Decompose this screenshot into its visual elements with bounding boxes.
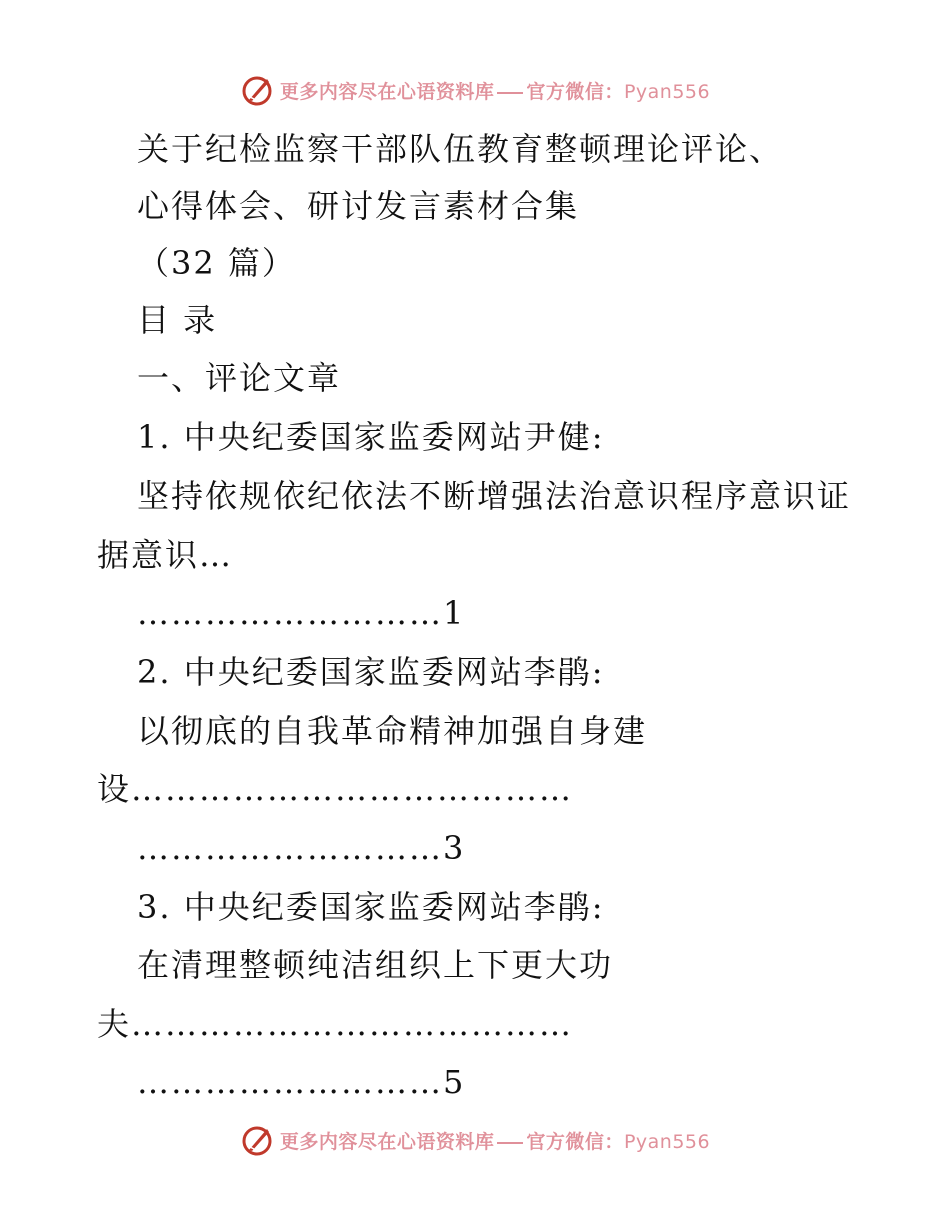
quill-circle-icon <box>240 73 274 107</box>
article-count: （32 篇） <box>137 244 296 282</box>
toc-entry-3-page-leader: ………………………5 <box>137 1063 466 1101</box>
toc-entry-1-title-line-1: 坚持依规依纪依法不断增强法治意识程序意识证 <box>137 477 852 515</box>
toc-entry-2-title-line-2: 设………………………………… <box>97 770 574 808</box>
toc-entry-1-title-line-2: 据意识… <box>97 536 234 574</box>
toc-entry-3-heading: 3. 中央纪委国家监委网站李鹃: <box>137 888 605 926</box>
section-heading-comments: 一、评论文章 <box>137 359 342 397</box>
toc-entry-2-title-line-1: 以彻底的自我革命精神加强自身建 <box>137 712 648 750</box>
document-title-line-2: 心得体会、研讨发言素材合集 <box>137 187 580 225</box>
toc-entry-1-heading: 1. 中央纪委国家监委网站尹健: <box>137 418 605 456</box>
top-watermark <box>0 70 950 110</box>
toc-entry-2-heading: 2. 中央纪委国家监委网站李鹃: <box>137 653 605 691</box>
toc-entry-3-title-line-2: 夫………………………………… <box>97 1005 574 1043</box>
toc-entry-3-title-line-1: 在清理整顿纯洁组织上下更大功 <box>137 946 614 984</box>
watermark-text: 更多内容尽在心语资料库 官方微信：Pyan556 <box>279 80 711 103</box>
document-title-line-1: 关于纪检监察干部队伍教育整顿理论评论、 <box>137 130 784 168</box>
toc-heading: 目 录 <box>137 301 218 339</box>
quill-circle-icon <box>240 1123 274 1157</box>
toc-entry-2-page-leader: ………………………3 <box>137 829 466 867</box>
toc-entry-1-page-leader: ………………………1 <box>137 594 466 632</box>
bottom-watermark <box>0 1120 950 1160</box>
watermark-text: 更多内容尽在心语资料库 官方微信：Pyan556 <box>279 1130 711 1153</box>
